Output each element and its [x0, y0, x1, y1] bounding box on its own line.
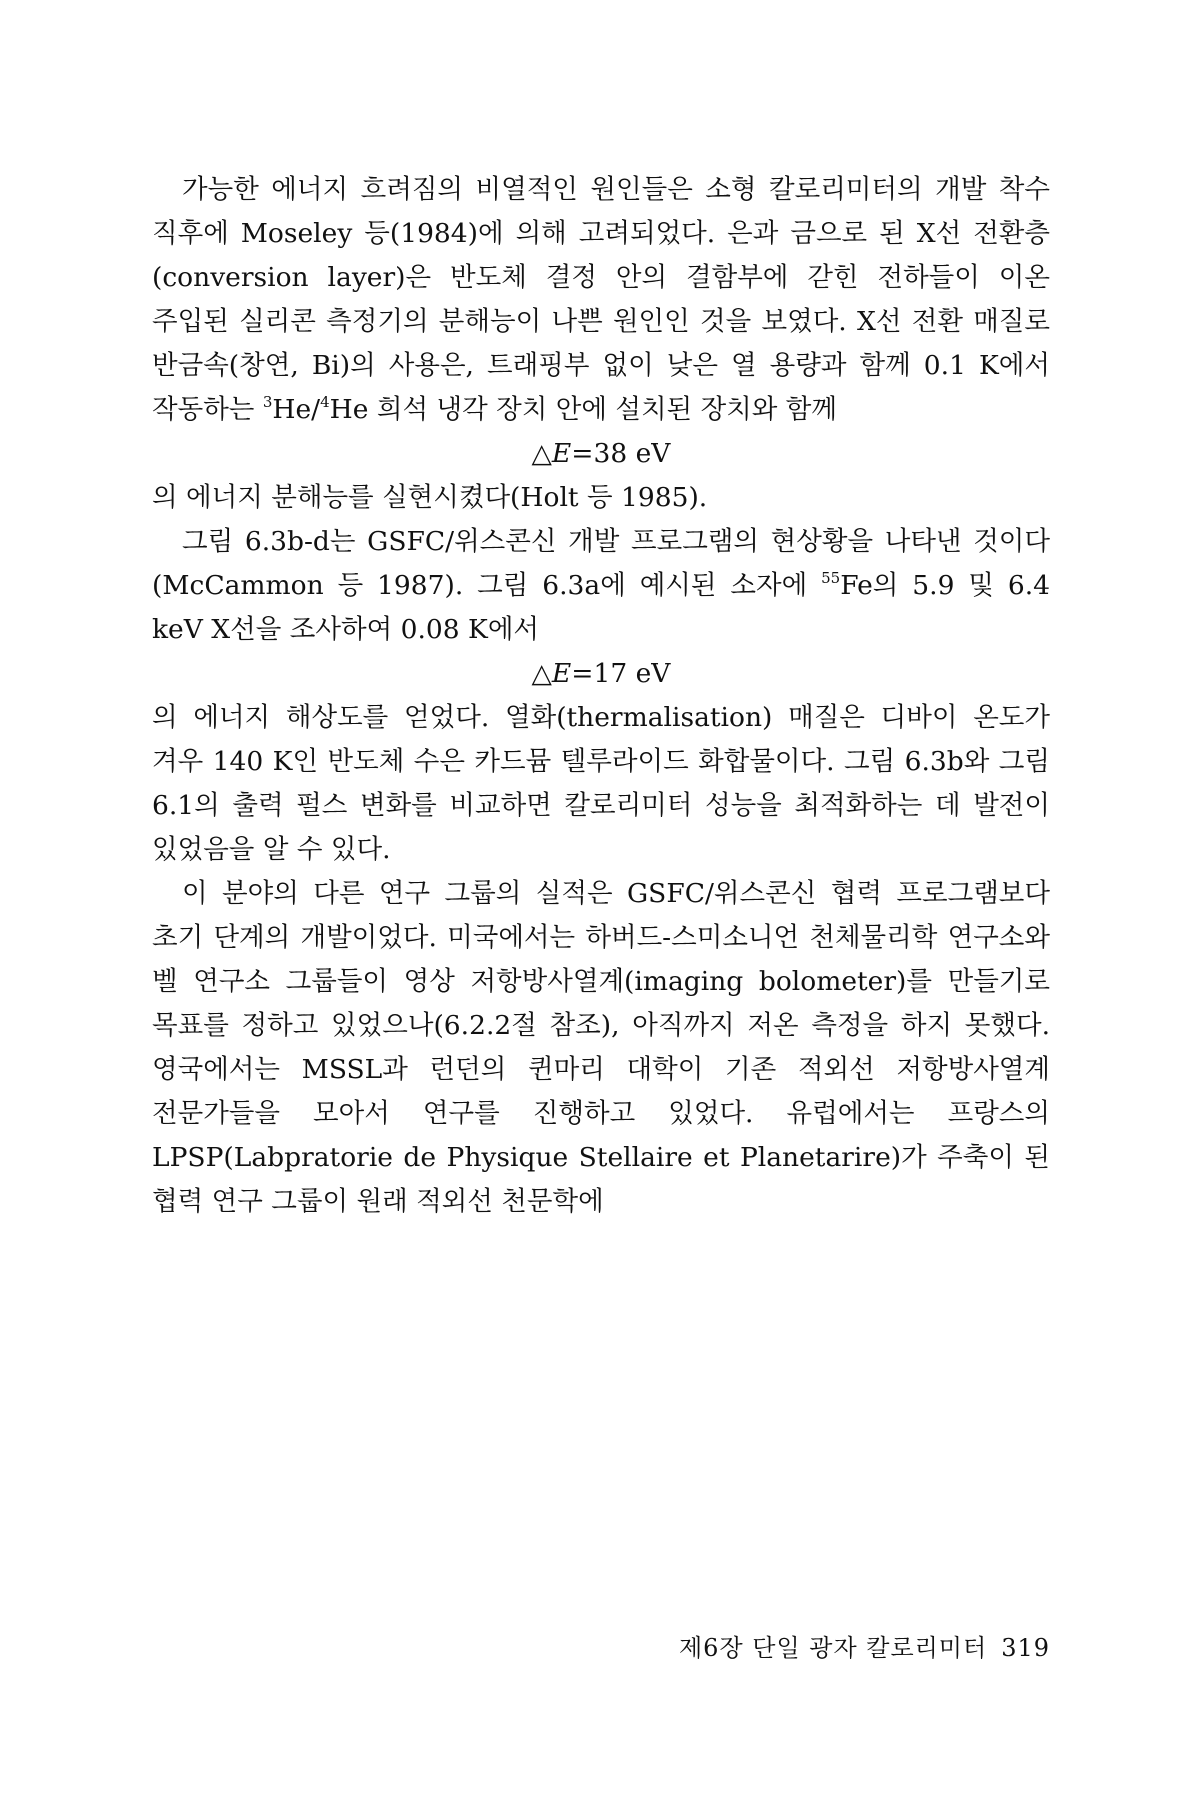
equation-2-value: =17 eV [571, 658, 671, 689]
delta-symbol: △ [531, 438, 552, 469]
superscript-3: 3 [262, 393, 273, 411]
equation-2 [152, 652, 1050, 696]
superscript-55: 55 [821, 569, 841, 587]
paragraph-3-text: 그림 6.3b-d는 GSFC/위스콘신 개발 프로그램의 현상황을 나타낸 것이다(McCammon 등 1987). 그림 6.3a에 예시된 소자에 [152, 526, 1050, 601]
page-number: 319 [1001, 1634, 1050, 1662]
paragraph-4: 의 에너지 해상도를 얻었다. 열화(thermalisation) 매질은 디바이 온도가 겨우 140 K인 반도체 수은 카드뮴 텔루라이드 화합물이다. 그림 6.3b와 그림 6.1의 출력 펄스 변화를 비교하면 칼로리미터 성능을 최적화하는 데 발전이 있었음을 알 수 있다. [152, 702, 1050, 865]
energy-variable: E [551, 438, 572, 469]
paragraph-2: 의 에너지 분해능를 실현시켰다(Holt 등 1985). [152, 482, 708, 513]
body-text [152, 168, 1050, 1224]
paragraph-3 [152, 520, 1050, 652]
paragraph-1-text: 가능한 에너지 흐려짐의 비열적인 원인들은 소형 칼로리미터의 개발 착수 직후에 Moseley 등(1984)에 의해 고려되었다. 은과 금으로 된 X선 전환층(conversion layer)은 반도체 결정 안의 결함부에 갇힌 전하들이 이온 주입된 실리콘 측정기의 분해능이 나쁜 원인인 것을 보였다. X선 전환 매질로 반금속(창연, Bi)의 사용은, 트래핑부 없이 낮은 열 용량과 함께 0.1 K에서 작동하는 [152, 174, 1050, 425]
equation-1-value: =38 eV [571, 438, 671, 469]
equation-1 [152, 432, 1050, 476]
paragraph-1 [152, 168, 1050, 432]
chapter-title: 제6장 단일 광자 칼로리미터 [679, 1634, 988, 1662]
superscript-4: 4 [320, 393, 330, 411]
helium-3-label: He/ [272, 394, 321, 425]
paragraph-1-tail: He 희석 냉각 장치 안에 설치된 장치와 함께 [329, 394, 837, 425]
page-footer [640, 1628, 1050, 1663]
paragraph-5: 이 분야의 다른 연구 그룹의 실적은 GSFC/위스콘신 협력 프로그램보다 초기 단계의 개발이었다. 미국에서는 하버드-스미소니언 천체물리학 연구소와 벨 연구소 그룹들이 영상 저항방사열계(imaging bolometer)를 만들기로 목표를 정하고 있었으나(6.2.2절 참조), 아직까지 저온 측정을 하지 못했다. 영국에서는 MSSL과 런던의 퀸마리 대학이 기존 적외선 저항방사열계 전문가들을 모아서 연구를 진행하고 있었다. 유럽에서는 프랑스의 LPSP(Labpratorie de Physique Stellaire et Planetarire)가 주축이 된 협력 연구 그룹이 원래 적외선 천문학에 [152, 878, 1050, 1217]
paragraph-3-tail: Fe의 5.9 및 6.4 keV X선을 조사하여 0.08 K에서 [152, 570, 1050, 645]
energy-variable: E [551, 658, 572, 689]
delta-symbol: △ [531, 658, 552, 689]
